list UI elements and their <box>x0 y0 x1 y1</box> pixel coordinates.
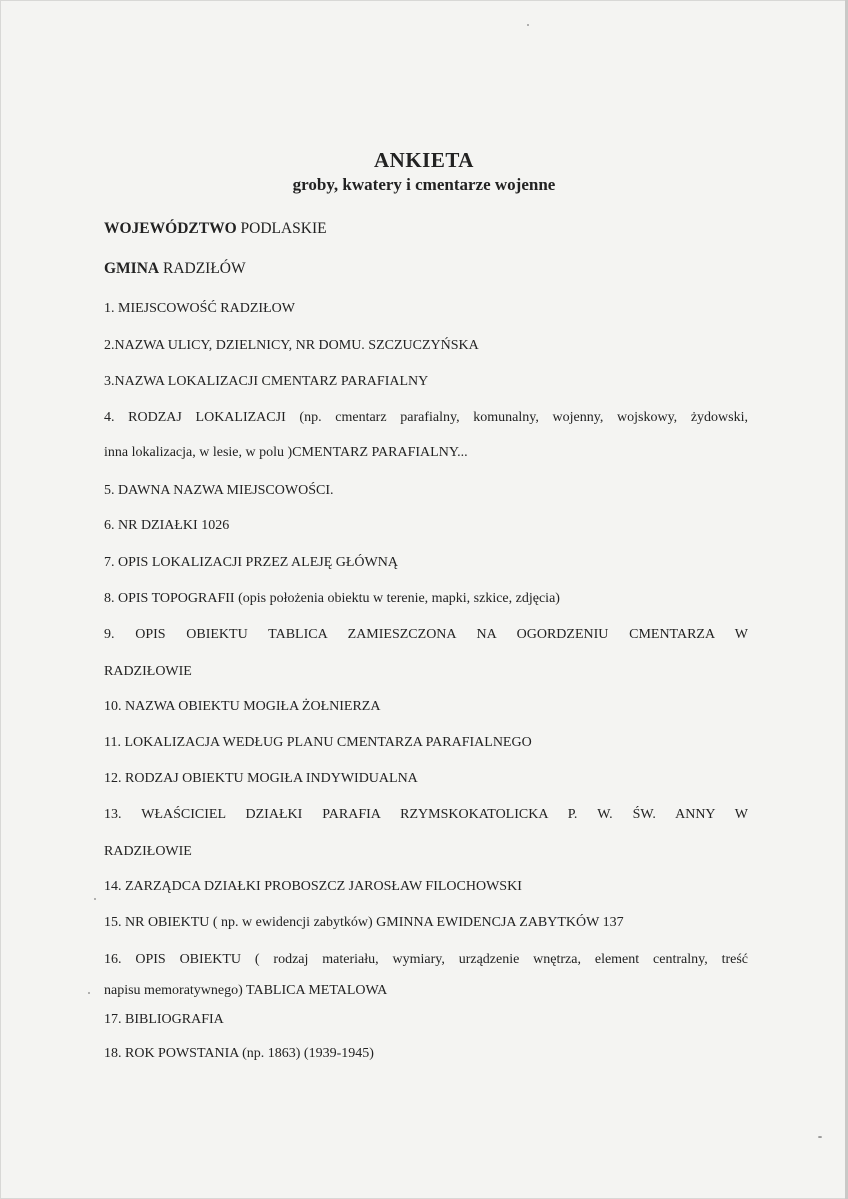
item-12: 12. RODZAJ OBIEKTU MOGIŁA INDYWIDUALNA <box>104 771 418 786</box>
wojewodztwo-value: PODLASKIE <box>236 220 327 237</box>
field-gmina <box>104 260 246 278</box>
document-subtitle: groby, kwatery i cmentarze wojenne <box>292 175 556 194</box>
item-10: 10. NAZWA OBIEKTU MOGIŁA ŻOŁNIERZA <box>104 699 381 714</box>
item-17: 17. BIBLIOGRAFIA <box>104 1012 224 1027</box>
item-18: 18. ROK POWSTANIA (np. 1863) (1939-1945) <box>104 1046 374 1061</box>
item-14: 14. ZARZĄDCA DZIAŁKI PROBOSZCZ JAROSŁAW FILOCHOWSKI <box>104 879 522 894</box>
gmina-label: GMINA <box>104 260 160 277</box>
item-6: 6. NR DZIAŁKI 1026 <box>104 518 230 533</box>
item-5: 5. DAWNA NAZWA MIEJSCOWOŚCI. <box>104 483 334 498</box>
item-2: 2.NAZWA ULICY, DZIELNICY, NR DOMU. SZCZUCZYŃSKA <box>104 338 479 353</box>
item-15: 15. NR OBIEKTU ( np. w ewidencji zabytków) GMINNA EWIDENCJA ZABYTKÓW 137 <box>104 915 624 930</box>
scan-speck <box>94 898 96 900</box>
item-4-line-2: inna lokalizacja, w lesie, w polu )CMENTARZ PARAFIALNY... <box>104 445 468 460</box>
gmina-value: RADZIŁÓW <box>159 260 246 277</box>
item-13-line-2: RADZIŁOWIE <box>104 844 192 859</box>
item-9-line-2: RADZIŁOWIE <box>104 664 192 679</box>
field-wojewodztwo <box>104 220 327 238</box>
item-4-line-1: 4. RODZAJ LOKALIZACJI (np. cmentarz parafialny, komunalny, wojenny, wojskowy, żydowski, <box>104 410 748 425</box>
wojewodztwo-label: WOJEWÓDZTWO <box>104 220 237 237</box>
item-11: 11. LOKALIZACJA WEDŁUG PLANU CMENTARZA PARAFIALNEGO <box>104 735 532 750</box>
item-9-line-1: 9. OPIS OBIEKTU TABLICA ZAMIESZCZONA NA OGORDZENIU CMENTARZA W <box>104 627 748 642</box>
item-16-line-2: napisu memoratywnego) TABLICA METALOWA <box>104 983 388 998</box>
item-7: 7. OPIS LOKALIZACJI PRZEZ ALEJĘ GŁÓWNĄ <box>104 555 398 570</box>
item-16-line-1: 16. OPIS OBIEKTU ( rodzaj materiału, wymiary, urządzenie wnętrza, element centralny, treść <box>104 952 748 967</box>
item-1: 1. MIEJSCOWOŚĆ RADZIŁOW <box>104 301 295 316</box>
item-3: 3.NAZWA LOKALIZACJI CMENTARZ PARAFIALNY <box>104 374 429 389</box>
scan-speck <box>818 1136 822 1138</box>
item-8: 8. OPIS TOPOGRAFII (opis położenia obiektu w terenie, mapki, szkice, zdjęcia) <box>104 591 560 606</box>
scan-speck <box>88 992 90 994</box>
item-13-line-1: 13. WŁAŚCICIEL DZIAŁKI PARAFIA RZYMSKOKATOLICKA P. W. ŚW. ANNY W <box>104 807 748 822</box>
document-title: ANKIETA <box>374 148 474 172</box>
scan-speck <box>527 24 529 26</box>
